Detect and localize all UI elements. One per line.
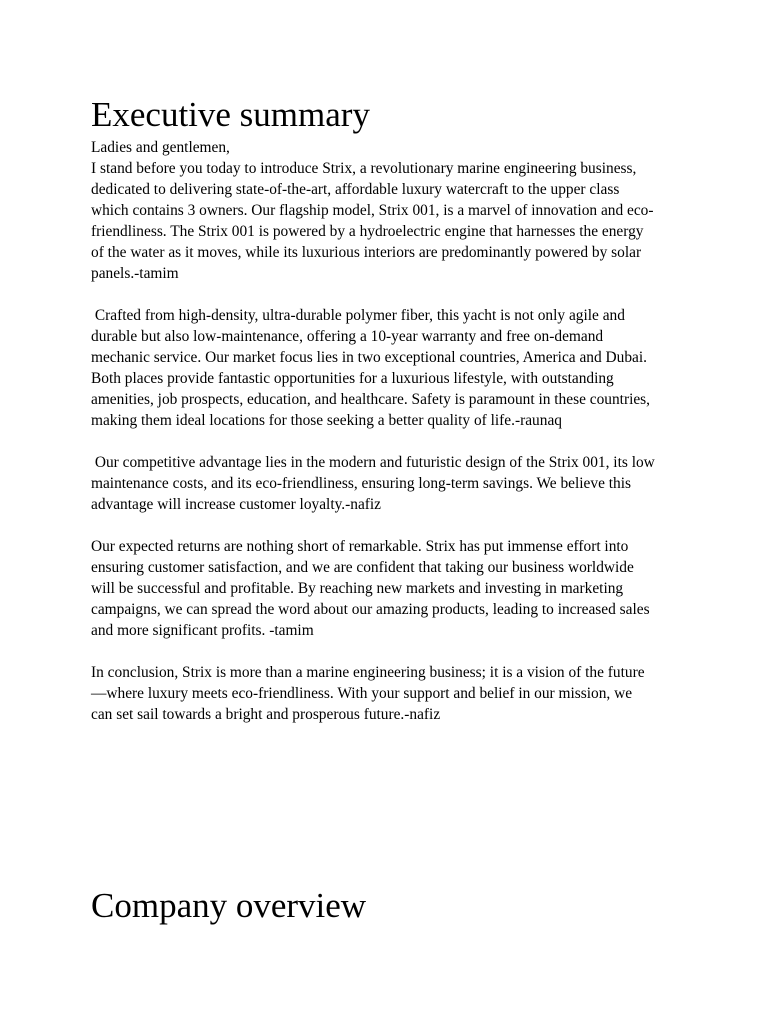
text-line: Ladies and gentlemen, <box>91 139 230 156</box>
text-line: advantage will increase customer loyalty.-nafiz <box>91 496 382 513</box>
text-line: Our competitive advantage lies in the modern and futuristic design of the Strix 001, its low <box>91 454 655 471</box>
paragraph-conclusion <box>91 662 691 725</box>
text-line: durable but also low-maintenance, offering a 10-year warranty and free on-demand <box>91 328 604 345</box>
text-line: Both places provide fantastic opportunities for a luxurious lifestyle, with outstanding <box>91 370 614 387</box>
text-line: —where luxury meets eco-friendliness. With your support and belief in our mission, we <box>91 685 633 702</box>
heading-executive-summary: Executive summary <box>91 95 370 134</box>
text-line: amenities, job prospects, education, and healthcare. Safety is paramount in these countries, <box>91 391 651 408</box>
text-line: dedicated to delivering state-of-the-art, affordable luxury watercraft to the upper class <box>91 181 620 198</box>
text-line: mechanic service. Our market focus lies in two exceptional countries, America and Dubai. <box>91 349 648 366</box>
text-line: ensuring customer satisfaction, and we are confident that taking our business worldwide <box>91 559 634 576</box>
text-line: maintenance costs, and its eco-friendliness, ensuring long-term savings. We believe this <box>91 475 632 492</box>
text-line: and more significant profits. -tamim <box>91 622 314 639</box>
text-line: of the water as it moves, while its luxurious interiors are predominantly powered by solar <box>91 244 642 261</box>
text-line: Our expected returns are nothing short of remarkable. Strix has put immense effort into <box>91 538 629 555</box>
text-line: I stand before you today to introduce Strix, a revolutionary marine engineering business, <box>91 160 637 177</box>
text-line: can set sail towards a bright and prosperous future.-nafiz <box>91 706 441 723</box>
executive-summary-body <box>91 137 691 746</box>
paragraph-expected-returns <box>91 536 691 641</box>
text-line: campaigns, we can spread the word about our amazing products, leading to increased sales <box>91 601 650 618</box>
text-line: In conclusion, Strix is more than a marine engineering business; it is a vision of the future <box>91 664 645 681</box>
heading-company-overview: Company overview <box>91 886 367 925</box>
text-line: Crafted from high-density, ultra-durable polymer fiber, this yacht is not only agile and <box>91 307 625 324</box>
text-line: which contains 3 owners. Our flagship model, Strix 001, is a marvel of innovation and eco- <box>91 202 654 219</box>
text-line: will be successful and profitable. By reaching new markets and investing in marketing <box>91 580 624 597</box>
text-line: friendliness. The Strix 001 is powered by a hydroelectric engine that harnesses the energy <box>91 223 644 240</box>
paragraph-introduction <box>91 137 691 284</box>
text-line: making them ideal locations for those seeking a better quality of life.-raunaq <box>91 412 562 429</box>
paragraph-competitive-advantage <box>91 452 691 515</box>
paragraph-market-focus <box>91 305 691 431</box>
text-line: panels.-tamim <box>91 265 179 282</box>
